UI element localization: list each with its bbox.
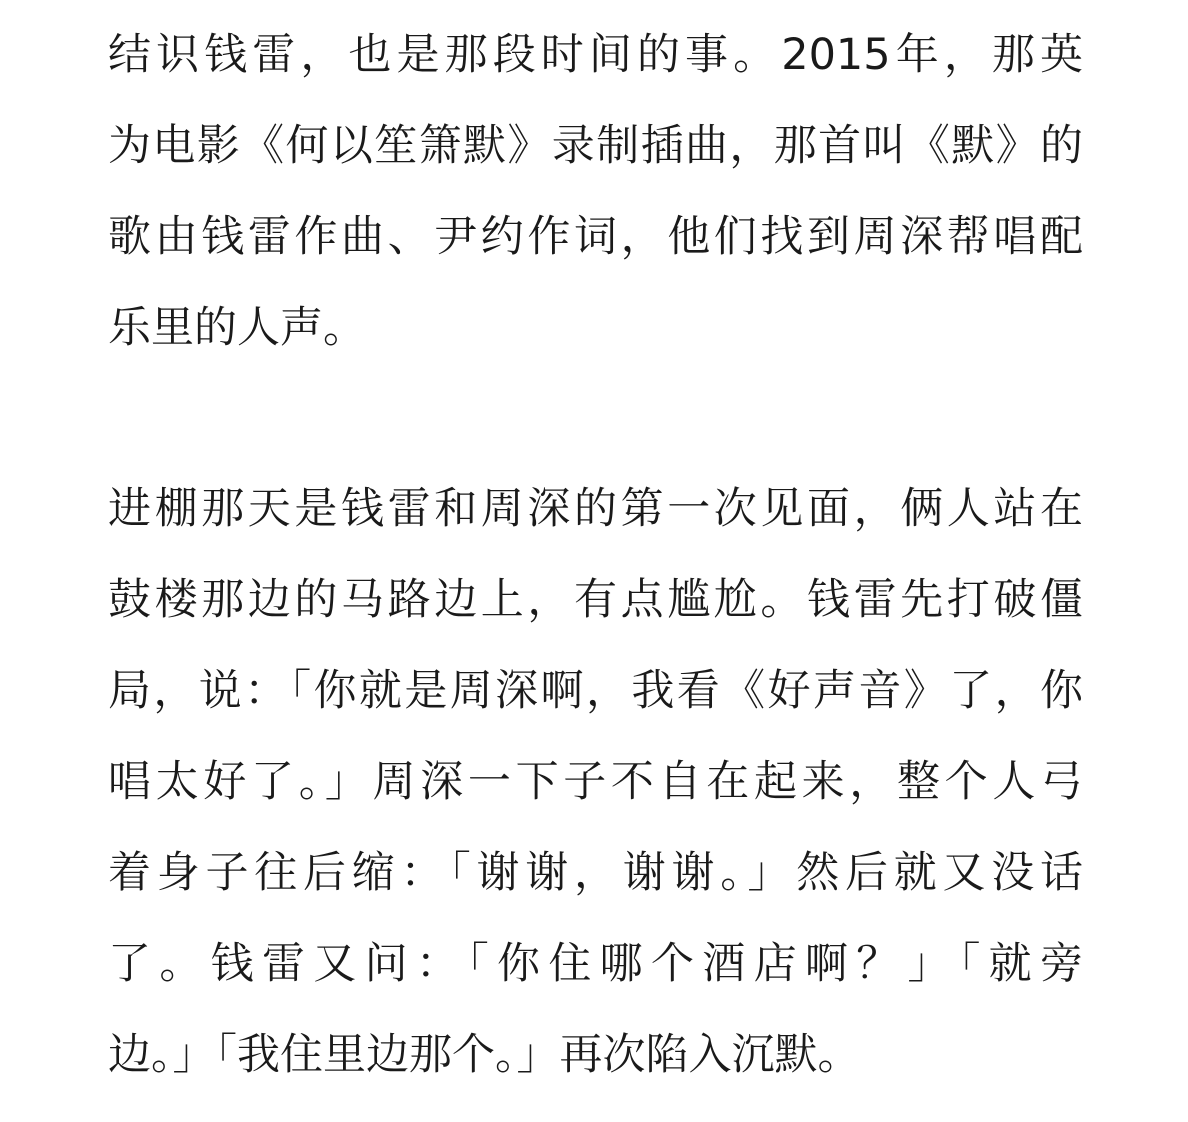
paragraph-1 bbox=[108, 10, 1083, 374]
text-line: 着身子往后缩：「谢谢，谢谢。」然后就又没话 bbox=[108, 848, 1083, 898]
paragraph-spacer bbox=[108, 374, 1083, 464]
text-line: 了。钱雷又问：「你住哪个酒店啊？」「就旁 bbox=[108, 939, 1083, 989]
text-line: 结识钱雷，也是那段时间的事。2015年，那英 bbox=[108, 30, 1083, 80]
text-line: 进棚那天是钱雷和周深的第一次见面，俩人站在 bbox=[108, 484, 1083, 534]
text-line: 局，说：「你就是周深啊，我看《好声音》了，你 bbox=[108, 666, 1083, 716]
article-body bbox=[108, 10, 1083, 1101]
paragraph-2 bbox=[108, 464, 1083, 1101]
text-line: 边。」「我住里边那个。」再次陷入沉默。 bbox=[108, 1030, 861, 1080]
text-line: 鼓楼那边的马路边上，有点尴尬。钱雷先打破僵 bbox=[108, 575, 1083, 625]
text-line: 歌由钱雷作曲、尹约作词，他们找到周深帮唱配 bbox=[108, 212, 1083, 262]
text-line: 为电影《何以笙箫默》录制插曲，那首叫《默》的 bbox=[108, 121, 1083, 171]
text-line: 乐里的人声。 bbox=[108, 303, 366, 353]
text-line: 唱太好了。」周深一下子不自在起来，整个人弓 bbox=[108, 757, 1083, 807]
